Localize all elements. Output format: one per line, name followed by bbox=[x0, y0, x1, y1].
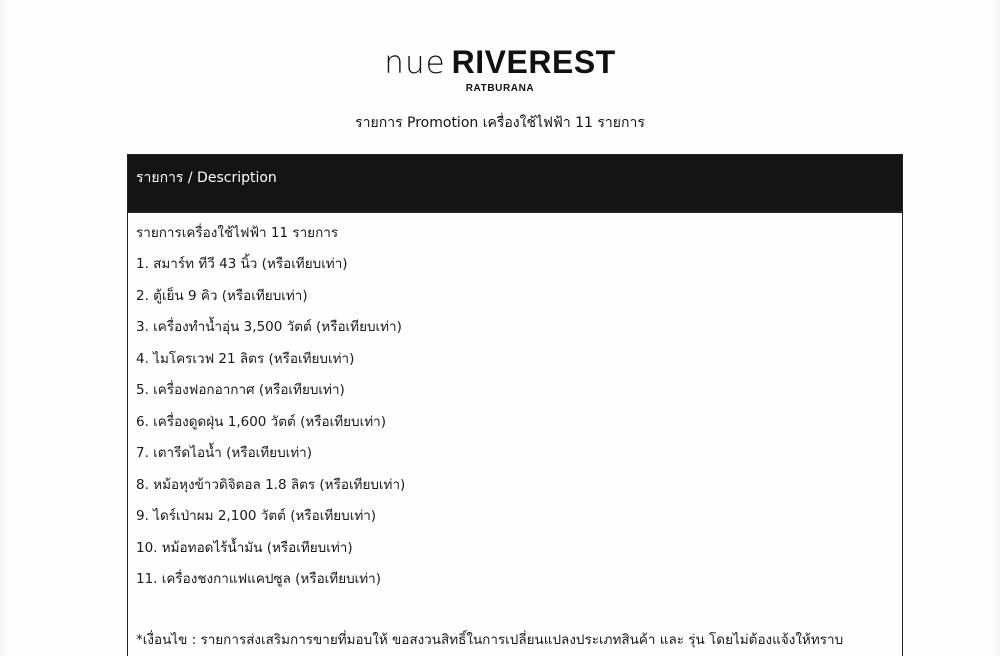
brand-wordmark bbox=[384, 44, 615, 81]
list-item: 5. เครื่องฟอกอากาศ (หรือเทียบเท่า) bbox=[136, 382, 345, 398]
list-item: 2. ตู้เย็น 9 คิว (หรือเทียบเท่า) bbox=[136, 287, 308, 304]
brand-subtitle: RATBURANA bbox=[465, 83, 535, 94]
brand-name: RIVEREST bbox=[451, 44, 616, 80]
items-intro: รายการเครื่องใช้ไฟฟ้า 11 รายการ bbox=[136, 225, 339, 241]
document-title: รายการ Promotion เครื่องใช้ไฟฟ้า 11 รายการ bbox=[355, 115, 645, 131]
condition-note: *เงื่อนไข : รายการส่งเสริมการขายที่มอบให้ ขอสงวนสิทธิ์ในการเปลี่ยนแปลงประเภทสินค้า และ รุ่น โดยไม่ต้องแจ้งให้ทราบ bbox=[136, 631, 844, 648]
table-body bbox=[128, 213, 902, 650]
page-edge-left bbox=[0, 0, 10, 656]
list-item: 6. เครื่องดูดฝุ่น 1,600 วัตต์ (หรือเทียบเท่า) bbox=[136, 413, 386, 430]
table-header bbox=[128, 155, 902, 213]
list-item: 11. เครื่องชงกาแฟแคปซูล (หรือเทียบเท่า) bbox=[136, 571, 382, 587]
brand-logo bbox=[0, 44, 1000, 81]
promotion-table bbox=[127, 154, 903, 656]
page-edge-right bbox=[990, 0, 1000, 656]
list-item: 4. ไมโครเวฟ 21 ลิตร (หรือเทียบเท่า) bbox=[136, 350, 355, 367]
table-header-label: รายการ / Description bbox=[136, 170, 277, 186]
list-item: 8. หม้อหุงข้าวดิจิตอล 1.8 ลิตร (หรือเทียบเท่า) bbox=[136, 476, 406, 493]
list-item: 9. ไดร์เป่าผม 2,100 วัตต์ (หรือเทียบเท่า) bbox=[136, 508, 377, 524]
list-item: 3. เครื่องทำน้ำอุ่น 3,500 วัตต์ (หรือเทียบเท่า) bbox=[136, 319, 402, 335]
list-item: 10. หม้อทอดไร้น้ำมัน (หรือเทียบเท่า) bbox=[136, 539, 353, 556]
brand-prefix: nue bbox=[384, 45, 446, 81]
list-item: 1. สมาร์ท ทีวี 43 นิ้ว (หรือเทียบเท่า) bbox=[136, 256, 348, 272]
list-item: 7. เตารีดไอน้ำ (หรือเทียบเท่า) bbox=[136, 445, 313, 461]
